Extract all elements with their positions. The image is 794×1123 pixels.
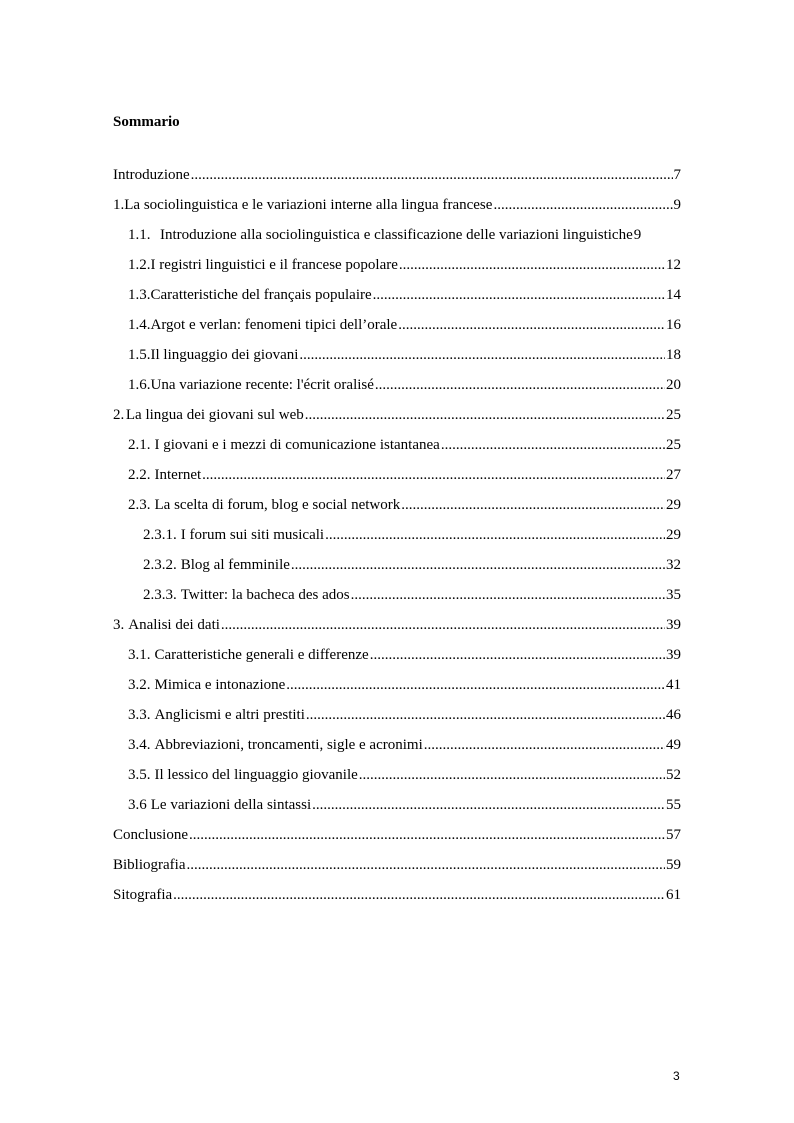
- toc-number: 3.1.: [128, 647, 151, 663]
- toc-number: 2.2.: [128, 467, 151, 483]
- toc-leader-dots: [286, 670, 665, 700]
- toc-number: 1.5.: [128, 347, 151, 363]
- toc-page-number: 25: [666, 407, 681, 423]
- toc-label: I giovani e i mezzi di comunicazione istantanea: [154, 437, 440, 453]
- toc-page-number: 29: [666, 497, 681, 513]
- toc-number: 1.6.: [128, 377, 151, 393]
- toc-label: La sociolinguistica e le variazioni interne alla lingua francese: [124, 197, 493, 213]
- toc-number: 2.3.3.: [143, 587, 177, 603]
- toc-leader-dots: [191, 160, 673, 190]
- toc-number: 2.3.2.: [143, 557, 177, 573]
- toc-entry-subsection-2-3-3[interactable]: [113, 580, 681, 610]
- toc-label: Introduzione: [113, 167, 190, 183]
- toc-entry-section-3-2[interactable]: [113, 670, 681, 700]
- toc-page-number: 52: [666, 767, 681, 783]
- toc-number: 3.6: [128, 797, 147, 813]
- toc-entry-section-1-5[interactable]: [113, 340, 681, 370]
- toc-page-number: 59: [666, 857, 681, 873]
- toc-number: 1.2.: [128, 257, 151, 273]
- toc-number: 1.4.: [128, 317, 151, 333]
- toc-label: Una variazione recente: l'écrit oralisé: [150, 377, 374, 393]
- toc-leader-dots: [493, 190, 672, 220]
- toc-entry-section-3-5[interactable]: [113, 760, 681, 790]
- toc-page-number: 7: [673, 167, 681, 183]
- table-of-contents: [113, 160, 681, 910]
- toc-label: La lingua dei giovani sul web: [125, 407, 304, 423]
- toc-page-number: 20: [666, 377, 681, 393]
- toc-page-number: 39: [666, 617, 681, 633]
- toc-number: 3.2.: [128, 677, 151, 693]
- toc-label: Introduzione alla sociolinguistica e classificazione delle variazioni linguistiche: [160, 227, 633, 243]
- toc-label: Abbreviazioni, troncamenti, sigle e acronimi: [154, 737, 423, 753]
- toc-leader-dots: [398, 310, 665, 340]
- toc-label: Sitografia: [113, 887, 173, 903]
- toc-leader-dots: [299, 340, 665, 370]
- toc-entry-section-1-3[interactable]: [113, 280, 681, 310]
- toc-page-number: 18: [666, 347, 681, 363]
- toc-number: 1.3.: [128, 287, 151, 303]
- toc-page-number: 29: [666, 527, 681, 543]
- toc-page-number: 41: [666, 677, 681, 693]
- toc-number: 3.3.: [128, 707, 151, 723]
- page-title: Sommario: [113, 114, 180, 130]
- toc-label: I forum sui siti musicali: [180, 527, 325, 543]
- toc-page-number: 57: [666, 827, 681, 843]
- toc-page-number: 46: [666, 707, 681, 723]
- toc-label: La scelta di forum, blog e social network: [154, 497, 401, 513]
- toc-leader-dots: [351, 580, 665, 610]
- toc-entry-section-2-2[interactable]: [113, 460, 681, 490]
- toc-number: 1.: [113, 197, 125, 213]
- toc-label: Le variazioni della sintassi: [150, 797, 312, 813]
- toc-page-number: 35: [666, 587, 681, 603]
- toc-entry-section-3-1[interactable]: [113, 640, 681, 670]
- toc-leader-dots: [221, 610, 665, 640]
- toc-page-number: 9: [633, 227, 642, 243]
- toc-leader-dots: [325, 520, 665, 550]
- toc-entry-chapter-1[interactable]: [113, 190, 681, 220]
- toc-leader-dots: [306, 700, 665, 730]
- toc-entry-chapter-3[interactable]: [113, 610, 681, 640]
- toc-page-number: 25: [666, 437, 681, 453]
- toc-leader-dots: [186, 850, 665, 880]
- toc-leader-dots: [375, 370, 665, 400]
- toc-page-number: 61: [666, 887, 681, 903]
- toc-label: Anglicismi e altri prestiti: [154, 707, 305, 723]
- toc-label: Twitter: la bacheca des ados: [180, 587, 350, 603]
- toc-entry-subsection-2-3-2[interactable]: [113, 550, 681, 580]
- toc-number: 2.1.: [128, 437, 151, 453]
- toc-leader-dots: [173, 880, 665, 910]
- toc-entry-conclusione[interactable]: [113, 820, 681, 850]
- toc-page-number: 27: [666, 467, 681, 483]
- toc-page-number: 49: [666, 737, 681, 753]
- toc-leader-dots: [305, 400, 665, 430]
- toc-leader-dots: [189, 820, 665, 850]
- toc-leader-dots: [370, 640, 665, 670]
- toc-label: Argot e verlan: fenomeni tipici dell’orale: [150, 317, 398, 333]
- toc-label: Il lessico del linguaggio giovanile: [154, 767, 358, 783]
- toc-leader-dots: [202, 460, 665, 490]
- toc-page-number: 32: [666, 557, 681, 573]
- toc-entry-bibliografia[interactable]: [113, 850, 681, 880]
- toc-label: Mimica e intonazione: [154, 677, 286, 693]
- toc-page-number: 39: [666, 647, 681, 663]
- toc-leader-dots: [359, 760, 665, 790]
- toc-leader-dots: [399, 250, 665, 280]
- toc-page-number: 9: [673, 197, 681, 213]
- toc-entry-section-3-6[interactable]: [113, 790, 681, 820]
- toc-leader-dots: [373, 280, 665, 310]
- toc-entry-section-1-6[interactable]: [113, 370, 681, 400]
- toc-entry-chapter-2[interactable]: [113, 400, 681, 430]
- toc-number: 1.1.: [128, 227, 151, 243]
- toc-leader-dots: [441, 430, 665, 460]
- toc-label: Conclusione: [113, 827, 188, 843]
- toc-number: 3.: [113, 617, 125, 633]
- toc-entry-section-2-1[interactable]: [113, 430, 681, 460]
- toc-entry-section-1-1[interactable]: [113, 220, 681, 250]
- toc-leader-dots: [291, 550, 665, 580]
- toc-entry-introduzione[interactable]: [113, 160, 681, 190]
- toc-label: I registri linguistici e il francese popolare: [150, 257, 398, 273]
- toc-label: Caratteristiche del français populaire: [150, 287, 372, 303]
- toc-entry-section-1-2[interactable]: [113, 250, 681, 280]
- toc-label: Caratteristiche generali e differenze: [154, 647, 369, 663]
- toc-label: Blog al femminile: [180, 557, 290, 573]
- toc-entry-section-3-3[interactable]: [113, 700, 681, 730]
- toc-number: 3.4.: [128, 737, 151, 753]
- toc-entry-sitografia[interactable]: [113, 880, 681, 910]
- page-number: 3: [673, 1069, 680, 1083]
- toc-entry-section-2-3[interactable]: [113, 490, 681, 520]
- toc-label: Bibliografia: [113, 857, 186, 873]
- toc-entry-section-3-4[interactable]: [113, 730, 681, 760]
- toc-page-number: 16: [666, 317, 681, 333]
- toc-label: Il linguaggio dei giovani: [150, 347, 299, 363]
- toc-page-number: 12: [666, 257, 681, 273]
- toc-number: 2.3.: [128, 497, 151, 513]
- toc-page-number: 14: [666, 287, 681, 303]
- toc-page-number: 55: [666, 797, 681, 813]
- toc-leader-dots: [424, 730, 665, 760]
- toc-label: Internet: [154, 467, 202, 483]
- toc-leader-dots: [312, 790, 665, 820]
- toc-number: 3.5.: [128, 767, 151, 783]
- toc-number: 2.3.1.: [143, 527, 177, 543]
- toc-leader-dots: [401, 490, 665, 520]
- toc-label: Analisi dei dati: [128, 617, 220, 633]
- toc-entry-subsection-2-3-1[interactable]: [113, 520, 681, 550]
- toc-entry-section-1-4[interactable]: [113, 310, 681, 340]
- toc-number: 2.: [113, 407, 125, 423]
